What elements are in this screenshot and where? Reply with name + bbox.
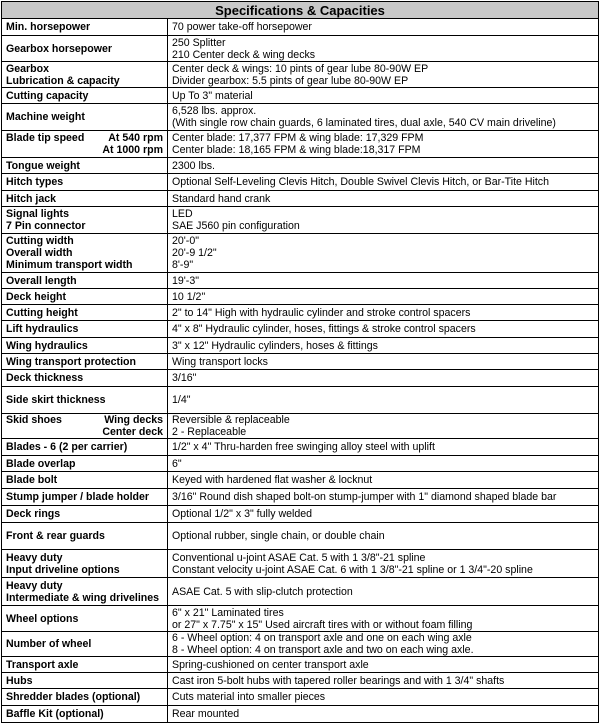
- spec-value: [168, 578, 599, 606]
- table-row: [2, 387, 599, 414]
- spec-label-line: Stump jumper / blade holder: [6, 491, 150, 503]
- spec-label-main: Skid shoes: [6, 414, 62, 426]
- spec-value-line: 2 - Replaceable: [172, 426, 247, 438]
- spec-value-line: Wing transport locks: [172, 355, 268, 368]
- spec-value-line: Cast iron 5-bolt hubs with tapered roller bearings and with 1 3/4" shafts: [172, 674, 505, 687]
- spec-label-line: Heavy duty: [6, 579, 63, 592]
- spec-label: [2, 523, 168, 550]
- spec-value: [168, 234, 599, 273]
- spec-label-line: Heavy duty: [6, 551, 63, 564]
- spec-label: [2, 88, 168, 104]
- spec-label: [2, 62, 168, 88]
- spec-label: [2, 131, 168, 158]
- spec-label-line: Transport axle: [6, 658, 79, 671]
- spec-value-line: Optional Self-Leveling Clevis Hitch, Double Swivel Clevis Hitch, or Bar-Tite Hitch: [172, 176, 549, 188]
- spec-label: [2, 321, 168, 338]
- spec-value: [168, 207, 599, 234]
- spec-value: [168, 338, 599, 354]
- spec-value: [168, 606, 599, 632]
- spec-value: [168, 305, 599, 321]
- spec-label: [2, 414, 168, 439]
- table-row: [2, 289, 599, 305]
- spec-label: [2, 387, 168, 414]
- table-row: [2, 414, 599, 439]
- spec-rows: [2, 19, 599, 723]
- table-row: [2, 104, 599, 131]
- spec-label-sub: At 1000 rpm: [102, 144, 163, 156]
- spec-label-line: Blades - 6 (2 per carrier): [6, 441, 128, 453]
- spec-label-line: Gearbox horsepower: [6, 42, 112, 55]
- spec-value: [168, 414, 599, 439]
- table-row: [2, 550, 599, 578]
- spec-value-line: or 27" x 7.75" x 15" Used aircraft tires with or without foam filling: [172, 618, 473, 631]
- spec-value-line: Keyed with hardened flat washer & locknut: [172, 474, 373, 486]
- spec-value: [168, 523, 599, 550]
- spec-label: [2, 273, 168, 289]
- table-row: [2, 321, 599, 338]
- table-title: Specifications & Capacities: [2, 2, 599, 19]
- spec-value-line: 8 - Wheel option: 4 on transport axle and two on each wing axle.: [172, 644, 474, 656]
- spec-label-line: Cutting capacity: [6, 89, 89, 102]
- spec-label-line: Baffle Kit (optional): [6, 708, 104, 720]
- spec-value-line: 250 Splitter: [172, 36, 226, 49]
- spec-label-line: Shredder blades (optional): [6, 691, 141, 703]
- spec-label: [2, 550, 168, 578]
- spec-label: [2, 158, 168, 174]
- spec-value: [168, 62, 599, 88]
- spec-label-line: Overall width: [6, 247, 73, 259]
- table-row: [2, 338, 599, 354]
- table-row: [2, 606, 599, 632]
- spec-value-line: 210 Center deck & wing decks: [172, 48, 316, 61]
- spec-label-line: Min. horsepower: [6, 21, 91, 33]
- spec-value: [168, 370, 599, 387]
- spec-value: [168, 321, 599, 338]
- spec-label: [2, 657, 168, 673]
- table-row: [2, 657, 599, 673]
- spec-value-line: 20'-9 1/2": [172, 247, 217, 259]
- spec-value-line: Up To 3" material: [172, 89, 253, 102]
- spec-value-line: Reversible & replaceable: [172, 414, 290, 426]
- spec-value-line: 8'-9": [172, 259, 194, 271]
- spec-label-line: Tongue weight: [6, 159, 80, 172]
- spec-value: [168, 158, 599, 174]
- spec-label-line: Blade bolt: [6, 474, 58, 486]
- spec-label-sub: At 540 rpm: [108, 132, 163, 144]
- table-row: [2, 673, 599, 689]
- spec-label-line: Hitch jack: [6, 192, 57, 205]
- spec-label: [2, 689, 168, 706]
- spec-value-line: Spring-cushioned on center transport axle: [172, 658, 369, 671]
- table-row: [2, 354, 599, 370]
- spec-value: [168, 506, 599, 523]
- spec-value-line: 1/2" x 4" Thru-harden free swinging alloy steel with uplift: [172, 441, 435, 453]
- specifications-table: [1, 1, 599, 723]
- spec-value-line: 20'-0": [172, 235, 199, 247]
- spec-label-line: Number of wheel: [6, 638, 92, 650]
- table-row: [2, 472, 599, 489]
- spec-label-line: Minimum transport width: [6, 259, 133, 271]
- spec-label-line: Blade overlap: [6, 457, 76, 470]
- spec-value-line: 6 - Wheel option: 4 on transport axle and one on each wing axle: [172, 632, 472, 644]
- spec-value-line: LED: [172, 208, 193, 220]
- spec-label-line: Lift hydraulics: [6, 323, 79, 335]
- spec-label: [2, 174, 168, 191]
- spec-label-line: Hitch types: [6, 176, 64, 188]
- table-row: [2, 706, 599, 723]
- spec-value-line: 19'-3": [172, 274, 199, 287]
- spec-label: [2, 19, 168, 36]
- spec-label-line: Front & rear guards: [6, 530, 105, 542]
- spec-value-line: Standard hand crank: [172, 192, 271, 205]
- spec-value: [168, 673, 599, 689]
- spec-value-line: Cuts material into smaller pieces: [172, 691, 326, 703]
- spec-label-line: Hubs: [6, 674, 33, 687]
- spec-value-line: 1/4": [172, 394, 191, 406]
- spec-value-line: 3" x 12" Hydraulic cylinders, hoses & fittings: [172, 339, 378, 352]
- spec-value-line: 3/16" Round dish shaped bolt-on stump-jumper with 1" diamond shaped blade bar: [172, 491, 557, 503]
- spec-value: [168, 191, 599, 207]
- spec-label: [2, 472, 168, 489]
- spec-value: [168, 104, 599, 131]
- spec-value: [168, 387, 599, 414]
- spec-value-line: 2300 lbs.: [172, 159, 215, 172]
- table-row: [2, 174, 599, 191]
- spec-value-line: 4" x 8" Hydraulic cylinder, hoses, fittings & stroke control spacers: [172, 323, 476, 335]
- spec-value: [168, 472, 599, 489]
- spec-label-line: Cutting width: [6, 235, 74, 247]
- spec-label: [2, 36, 168, 62]
- table-row: [2, 191, 599, 207]
- spec-label-sub: Wing decks: [104, 414, 163, 426]
- spec-label-line: Lubrication & capacity: [6, 74, 120, 87]
- spec-label-line: Deck height: [6, 290, 67, 303]
- spec-label: [2, 191, 168, 207]
- spec-value-line: Constant velocity u-joint ASAE Cat. 6 with 1 3/8"-21 spline or 1 3/4"-20 spline: [172, 563, 533, 576]
- spec-value-line: Divider gearbox: 5.5 pints of gear lube 80-90W EP: [172, 74, 409, 87]
- spec-value: [168, 489, 599, 506]
- spec-value-line: Center deck & wings: 10 pints of gear lube 80-90W EP: [172, 62, 429, 75]
- spec-value-line: Optional rubber, single chain, or double chain: [172, 530, 385, 542]
- table-row: [2, 36, 599, 62]
- spec-value-line: 6": [172, 457, 182, 470]
- spec-label-line: 7 Pin connector: [6, 220, 86, 232]
- spec-label-line: Deck thickness: [6, 372, 84, 384]
- spec-value-line: 6" x 21" Laminated tires: [172, 606, 284, 619]
- spec-label-main: Blade tip speed: [6, 132, 85, 144]
- spec-label-line: Machine weight: [6, 111, 85, 123]
- spec-value: [168, 456, 599, 472]
- spec-value: [168, 632, 599, 657]
- spec-label-line: Intermediate & wing drivelines: [6, 591, 160, 604]
- spec-value-line: 6,528 lbs. approx.: [172, 105, 257, 117]
- table-row: [2, 234, 599, 273]
- spec-value-line: 10 1/2": [172, 290, 206, 303]
- spec-value-line: (With single row chain guards, 6 laminated tires, dual axle, 540 CV main driveline): [172, 117, 556, 129]
- spec-value: [168, 19, 599, 36]
- spec-label: [2, 673, 168, 689]
- spec-value: [168, 273, 599, 289]
- spec-value: [168, 131, 599, 158]
- spec-value-line: Conventional u-joint ASAE Cat. 5 with 1 3/8"-21 spline: [172, 551, 426, 564]
- table-row: [2, 88, 599, 104]
- spec-value-line: Optional 1/2" x 3" fully welded: [172, 508, 313, 520]
- spec-value-line: Center blade: 18,165 FPM & wing blade:18,317 FPM: [172, 144, 421, 156]
- spec-value: [168, 550, 599, 578]
- spec-label-line: Wing transport protection: [6, 355, 136, 368]
- table-row: [2, 578, 599, 606]
- spec-value: [168, 354, 599, 370]
- spec-value: [168, 689, 599, 706]
- spec-label: [2, 456, 168, 472]
- spec-label-line: Wheel options: [6, 612, 79, 625]
- spec-value-line: ASAE Cat. 5 with slip-clutch protection: [172, 585, 353, 598]
- spec-label-line: Side skirt thickness: [6, 394, 106, 406]
- spec-label-line: Input driveline options: [6, 563, 120, 576]
- table-row: [2, 523, 599, 550]
- spec-label-line: Gearbox: [6, 62, 49, 75]
- spec-value: [168, 174, 599, 191]
- spec-value: [168, 657, 599, 673]
- table-row: [2, 489, 599, 506]
- spec-value-line: 2" to 14" High with hydraulic cylinder and stroke control spacers: [172, 306, 471, 319]
- spec-label: [2, 606, 168, 632]
- spec-value-line: 3/16": [172, 372, 197, 384]
- spec-value-line: 70 power take-off horsepower: [172, 21, 312, 33]
- spec-label: [2, 439, 168, 456]
- spec-value: [168, 88, 599, 104]
- spec-label: [2, 289, 168, 305]
- spec-label: [2, 489, 168, 506]
- spec-label: [2, 354, 168, 370]
- table-row: [2, 207, 599, 234]
- spec-label: [2, 706, 168, 723]
- spec-label: [2, 370, 168, 387]
- spec-label: [2, 207, 168, 234]
- spec-value-line: Center blade: 17,377 FPM & wing blade: 17,329 FPM: [172, 132, 424, 144]
- spec-value-line: Rear mounted: [172, 708, 240, 720]
- table-row: [2, 19, 599, 36]
- table-row: [2, 632, 599, 657]
- spec-label-line: Wing hydraulics: [6, 339, 88, 352]
- spec-value: [168, 36, 599, 62]
- spec-label-sub: Center deck: [102, 426, 163, 438]
- spec-label: [2, 506, 168, 523]
- spec-label-line: Overall length: [6, 274, 77, 287]
- spec-value: [168, 706, 599, 723]
- table-row: [2, 158, 599, 174]
- spec-label: [2, 104, 168, 131]
- spec-label: [2, 338, 168, 354]
- table-row: [2, 456, 599, 472]
- table-row: [2, 439, 599, 456]
- table-row: [2, 689, 599, 706]
- spec-label-line: Signal lights: [6, 208, 69, 220]
- spec-label: [2, 632, 168, 657]
- spec-value: [168, 439, 599, 456]
- table-row: [2, 370, 599, 387]
- spec-label: [2, 234, 168, 273]
- table-row: [2, 506, 599, 523]
- spec-label: [2, 305, 168, 321]
- spec-label-line: Cutting height: [6, 306, 78, 319]
- spec-value-line: SAE J560 pin configuration: [172, 220, 300, 232]
- table-row: [2, 273, 599, 289]
- table-row: [2, 62, 599, 88]
- spec-value: [168, 289, 599, 305]
- table-row: [2, 131, 599, 158]
- spec-label-line: Deck rings: [6, 508, 61, 520]
- table-row: [2, 305, 599, 321]
- spec-label: [2, 578, 168, 606]
